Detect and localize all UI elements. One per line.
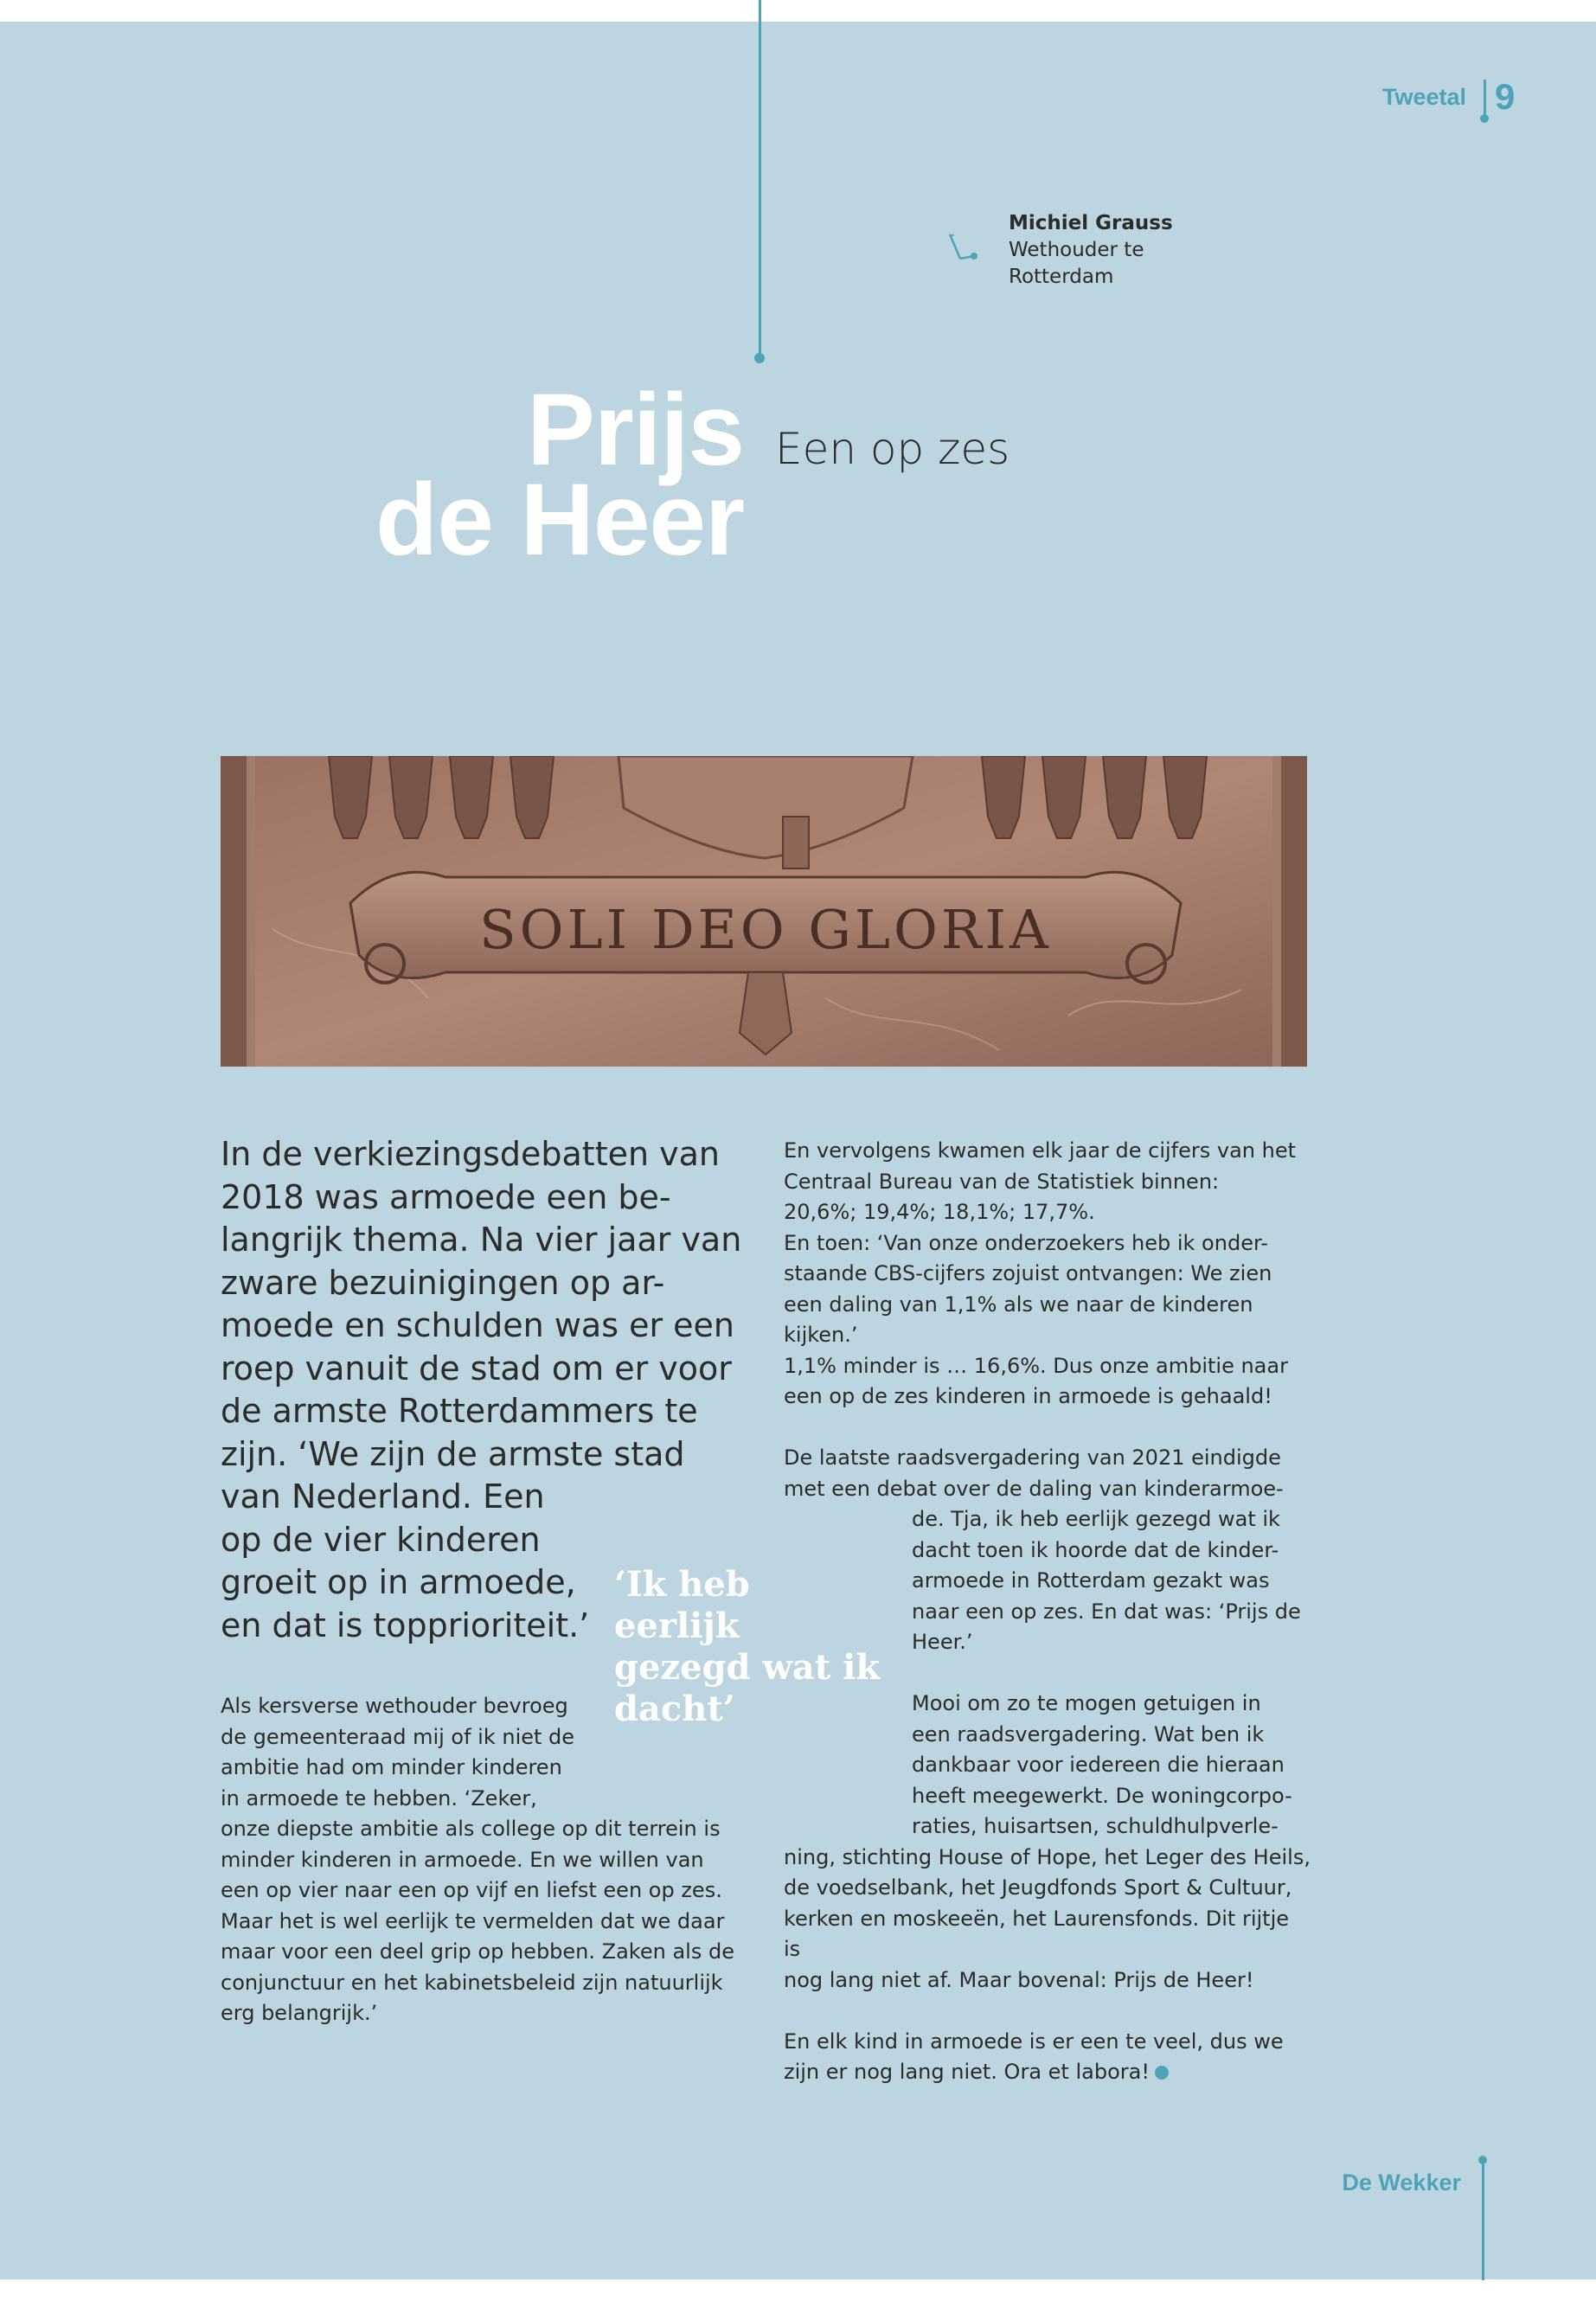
plaque-illustration (221, 756, 1307, 1067)
body-line: ambitie had om minder kinderen (221, 1755, 562, 1779)
header-divider-dot (1480, 114, 1489, 123)
right-column-text (784, 1136, 1311, 2088)
body-line: raties, huisartsen, schuldhulpverle- (912, 1814, 1279, 1838)
lead-line: In de verkiezingsdebatten van (221, 1135, 720, 1173)
body-line: Centraal Bureau van de Statistiek binnen: (784, 1169, 1220, 1194)
footer-divider (1482, 2159, 1484, 2280)
magazine-name: De Wekker (1342, 2170, 1461, 2195)
lead-line: zijn. ‘We zijn de armste stad (221, 1434, 685, 1473)
body-line: een raadsvergadering. Wat ben ik (912, 1721, 1265, 1747)
left-column-text (221, 1691, 753, 2029)
body-line: in armoede te hebben. ‘Zeker, (221, 1785, 537, 1811)
body-line: dacht toen ik hoorde dat de kinder- (912, 1537, 1279, 1562)
body-line: conjunctuur en het kabinetsbeleid zijn natuurlijk (221, 1970, 723, 1995)
body-line: staande CBS-cijfers zojuist ontvangen: We zien (784, 1261, 1272, 1285)
body-line: met een debat over de daling van kinderarmoe- (784, 1476, 1284, 1501)
plaque-inscription: SOLI DEO GLORIA (479, 898, 1052, 961)
decorative-vertical-line (759, 0, 761, 356)
article-title (375, 373, 744, 577)
body-line: maar voor een deel grip op hebben. Zaken als de (221, 1939, 734, 1964)
decorative-line-dot (754, 353, 765, 363)
body-line: kerken en moskeeën, het Laurensfonds. Dit rijtje is (784, 1906, 1290, 1961)
footer-divider-dot (1478, 2156, 1487, 2164)
header-divider (1484, 80, 1486, 118)
body-line: 1,1% minder is … 16,6%. Dus onze ambitie naar (784, 1353, 1288, 1378)
body-line: En elk kind in armoede is er een te veel, dus we (784, 2029, 1284, 2054)
article-subtitle: Een op zes (775, 424, 1010, 474)
pull-quote-line: dacht’ (614, 1689, 735, 1729)
stone-plaque-photo (221, 756, 1307, 1067)
body-line-text: zijn er nog lang niet. Ora et labora! (784, 2060, 1150, 2084)
body-line: naar een op zes. En dat was: ‘Prijs de (912, 1599, 1301, 1624)
section-label: Tweetal (1381, 84, 1466, 110)
indented-block (784, 1504, 1311, 1843)
body-line: ning, stichting House of Hope, het Leger des Heils, (784, 1844, 1311, 1869)
body-line: een op vier naar een op vijf en liefst een op zes. (221, 1878, 722, 1902)
author-role-line: Wethouder te (1009, 239, 1144, 261)
lead-line: langrijk thema. Na vier jaar van (221, 1221, 742, 1259)
page-number: 9 (1495, 76, 1516, 117)
paragraph-gap (784, 1996, 1311, 2027)
lead-line: roep vanuit de stad om er voor (221, 1349, 732, 1388)
title-line: Prijs (527, 373, 744, 487)
body-line: En toen: ‘Van onze onderzoekers heb ik onder- (784, 1230, 1268, 1255)
body-line: minder kinderen in armoede. En we willen van (221, 1847, 704, 1872)
body-line: armoede in Rotterdam gezakt was (912, 1568, 1270, 1593)
lead-line: 2018 was armoede een be- (221, 1177, 671, 1216)
author-pointer-icon (943, 210, 977, 264)
body-line: nog lang niet af. Maar bovenal: Prijs de Heer! (784, 1967, 1254, 1992)
body-line: een daling van 1,1% als we naar de kinderen kijken.’ (784, 1292, 1253, 1347)
body-line-last (784, 2057, 1311, 2088)
lead-line: zware bezuinigingen op ar- (221, 1263, 665, 1302)
title-line: de Heer (375, 463, 744, 577)
body-line: een op de zes kinderen in armoede is gehaald! (784, 1384, 1272, 1408)
lead-line: moede en schulden was er een (221, 1306, 735, 1344)
body-line: onze diepste ambitie als college op dit terrein is (221, 1817, 721, 1841)
body-line: de gemeenteraad mij of ik niet de (221, 1724, 575, 1749)
body-line: Als kersverse wethouder bevroeg (221, 1694, 568, 1718)
lead-line: de armste Rotterdammers te (221, 1392, 698, 1430)
body-line: 20,6%; 19,4%; 18,1%; 17,7%. (784, 1200, 1095, 1224)
body-line: De laatste raadsvergadering van 2021 eindigde (784, 1445, 1281, 1470)
body-line: Heer.’ (912, 1630, 973, 1654)
pull-quote-line: gezegd wat ik (614, 1647, 881, 1688)
lead-line: groeit op in armoede, (221, 1563, 576, 1601)
paragraph-gap (912, 1658, 1311, 1689)
body-line: Maar het is wel eerlijk te vermelden dat we daar (221, 1908, 725, 1933)
lead-line: op de vier kinderen (221, 1520, 541, 1559)
author-name: Michiel Grauss (1009, 212, 1173, 234)
end-mark-icon (1155, 2066, 1169, 2080)
author-role-line: Rotterdam (1009, 266, 1114, 288)
body-line: En vervolgens kwamen elk jaar de cijfers van het (784, 1138, 1297, 1163)
body-line: de. Tja, ik heb eerlijk gezegd wat ik (912, 1507, 1280, 1531)
lead-line: en dat is topprioriteit.’ (221, 1606, 590, 1644)
author-byline (1009, 210, 1173, 291)
body-line: de voedselbank, het Jeugdfonds Sport & Cultuur, (784, 1875, 1292, 1900)
body-line: erg belangrijk.’ (221, 2001, 378, 2025)
body-line: heeft meegewerkt. De woningcorpo- (912, 1783, 1292, 1808)
paragraph-gap (784, 1413, 1311, 1444)
lead-line: van Nederland. Een (221, 1477, 545, 1516)
body-line: dankbaar voor iedereen die hieraan (912, 1753, 1285, 1777)
body-line: Mooi om zo te mogen getuigen in (912, 1691, 1261, 1715)
pull-quote-line: ‘Ik heb eerlijk (614, 1564, 750, 1646)
